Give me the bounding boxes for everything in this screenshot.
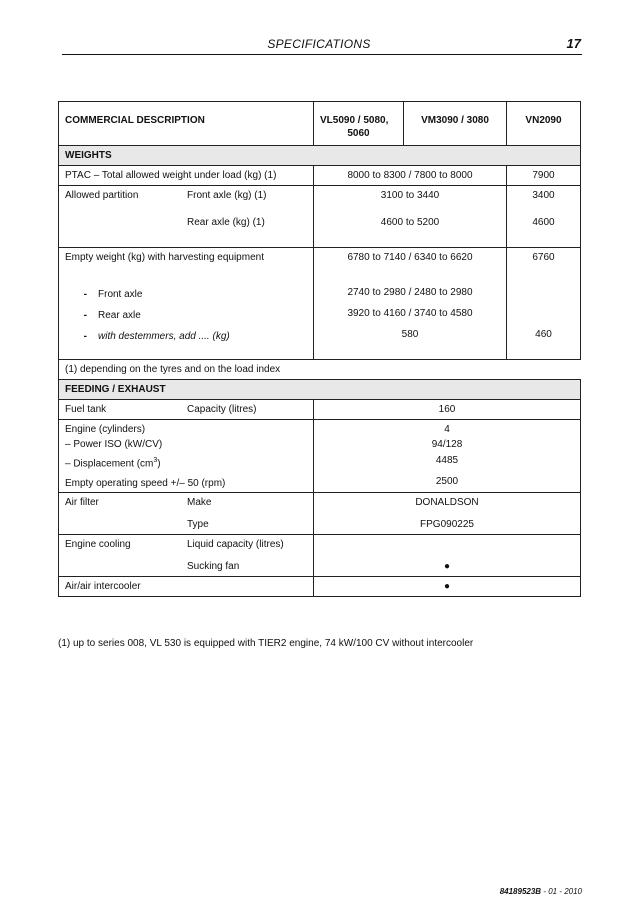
rear-axle-empty-vlvm-value: 3920 to 4160 / 3740 to 4580 — [347, 308, 473, 319]
intercooler-label: Air/air intercooler — [59, 577, 314, 597]
bullet-dash: - — [83, 331, 87, 342]
bullet-dash: - — [83, 310, 87, 321]
page-header-title: SPECIFICATIONS — [267, 37, 371, 51]
empty-weight-vn-value: 6760 — [532, 252, 555, 263]
displacement-close: ) — [157, 458, 161, 470]
table-header-row — [59, 102, 581, 146]
partition-label: Allowed partition — [65, 190, 139, 201]
rear-axle-vn-value: 4600 — [532, 217, 555, 228]
partition-vn-cell — [507, 186, 581, 248]
engine-value: 4 — [444, 424, 450, 435]
ptac-vn-value: 7900 — [507, 166, 581, 186]
fuel-tank-label: Fuel tank — [65, 404, 107, 415]
type-label: Type — [187, 519, 209, 531]
make-label: Make — [187, 497, 212, 509]
liquid-capacity-label: Liquid capacity (litres) — [187, 539, 284, 551]
destemmers-vn-value: 460 — [535, 329, 552, 340]
speed-label: Empty operating speed +/– 50 (rpm) — [65, 478, 226, 490]
empty-weight-cell — [59, 248, 314, 360]
document-code: 84189523B — [499, 887, 542, 896]
front-axle-empty-vlvm-value: 2740 to 2980 / 2480 to 2980 — [347, 287, 473, 298]
air-filter-label: Air filter — [65, 497, 99, 509]
displacement-label — [65, 454, 307, 470]
col-header-vl — [314, 102, 404, 146]
table-row — [59, 186, 581, 248]
col-header-vm: VM3090 / 3080 — [404, 102, 507, 146]
table-row — [59, 577, 581, 597]
ptac-label: PTAC – Total allowed weight under load (kg) (1) — [59, 166, 314, 186]
document-date: - 01 - 2010 — [541, 887, 582, 896]
engine-values-cell — [314, 420, 581, 493]
engine-cooling-cell — [59, 535, 314, 577]
sucking-fan-dot: ● — [443, 561, 451, 573]
type-value: FPG090225 — [420, 519, 474, 531]
empty-weight-vn-cell — [507, 248, 581, 360]
section-row-weights — [59, 146, 581, 166]
table-row — [59, 400, 581, 420]
partition-vlvm-cell — [314, 186, 507, 248]
engine-cooling-label: Engine cooling — [65, 539, 131, 551]
table-row — [59, 166, 581, 186]
table-row — [59, 420, 581, 493]
table-row — [59, 248, 581, 360]
table-row — [59, 535, 581, 577]
air-filter-values-cell — [314, 493, 581, 535]
engine-cooling-values-cell — [314, 535, 581, 577]
col-header-description: COMMERCIAL DESCRIPTION — [59, 102, 314, 146]
destemmers-vlvm-value: 580 — [401, 329, 419, 340]
engine-label: Engine (cylinders) — [65, 424, 146, 435]
table-row — [59, 493, 581, 535]
rear-axle-bullet: Rear axle — [98, 310, 141, 321]
fuel-capacity-label: Capacity (litres) — [187, 404, 257, 415]
bullet-dash: - — [83, 289, 87, 300]
empty-weight-vlvm-value: 6780 to 7140 / 6340 to 6620 — [347, 252, 473, 263]
front-axle-vlvm-value: 3100 to 3440 — [380, 190, 440, 201]
empty-weight-vlvm-cell — [314, 248, 507, 360]
specifications-table — [58, 101, 581, 597]
section-title-feeding: FEEDING / EXHAUST — [59, 380, 581, 400]
front-axle-vn-value: 3400 — [532, 190, 555, 201]
ptac-vlvm-value: 8000 to 8300 / 7800 to 8000 — [314, 166, 507, 186]
front-axle-bullet: Front axle — [98, 289, 143, 300]
sucking-fan-label: Sucking fan — [187, 561, 240, 573]
front-axle-label: Front axle (kg) (1) — [187, 190, 267, 201]
rear-axle-label: Rear axle (kg) (1) — [187, 217, 265, 228]
make-value: DONALDSON — [415, 497, 479, 509]
document-footer — [500, 887, 582, 896]
power-value: 94/128 — [431, 439, 463, 450]
fuel-cell — [59, 400, 314, 420]
table-row — [59, 360, 581, 380]
intercooler-dot: ● — [314, 577, 581, 597]
air-filter-cell — [59, 493, 314, 535]
page-number: 17 — [566, 36, 581, 51]
partition-cell — [59, 186, 314, 248]
tyres-note: (1) depending on the tyres and on the load index — [59, 360, 581, 380]
rear-axle-vlvm-value: 4600 to 5200 — [380, 217, 440, 228]
empty-weight-label: Empty weight (kg) with harvesting equipment — [65, 252, 264, 263]
displacement-sup: 3 — [153, 457, 158, 464]
footnote: (1) up to series 008, VL 530 is equipped with TIER2 engine, 74 kW/100 CV without intercooler — [58, 638, 474, 649]
engine-cell — [59, 420, 314, 493]
col-header-vl-line2: 5060 — [347, 128, 370, 139]
section-title-weights: WEIGHTS — [59, 146, 581, 166]
col-header-vn: VN2090 — [507, 102, 581, 146]
displacement-value: 4485 — [435, 455, 459, 466]
col-header-vl-line1: VL5090 / 5080, — [320, 115, 389, 126]
fuel-value: 160 — [314, 400, 581, 420]
section-row-feeding — [59, 380, 581, 400]
power-label: – Power ISO (kW/CV) — [65, 439, 163, 450]
displacement-text: – Displacement (cm — [65, 458, 154, 470]
header-rule — [62, 54, 582, 55]
destemmers-bullet: with destemmers, add .... (kg) — [98, 331, 230, 342]
speed-value: 2500 — [435, 476, 459, 487]
